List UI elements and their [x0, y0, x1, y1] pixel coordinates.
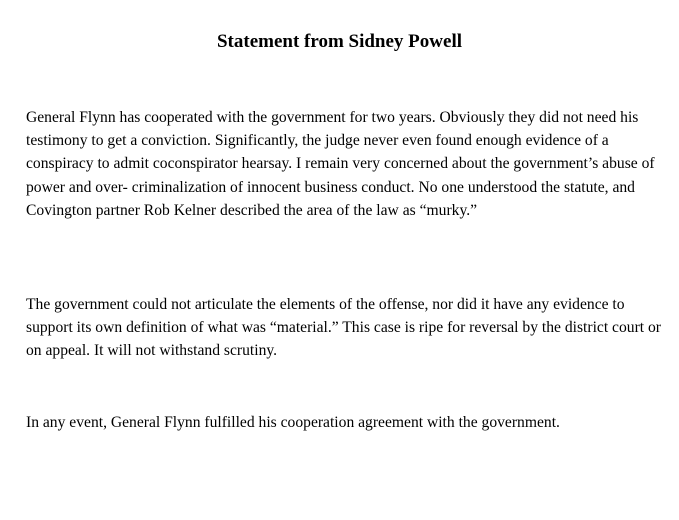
paragraph-1: General Flynn has cooperated with the government for two years. Obviously they did not need his testimony to get a conviction. Significantly, the judge never even found enough evidence of a conspiracy to admit coconspirator hearsay. I remain very concerned about the government’s abuse of power and over- criminalization of innocent business conduct. No one understood the statute, and Covington partner Rob Kelner described the area of the law as “murky.” [26, 109, 655, 219]
document-title: Statement from Sidney Powell [216, 31, 463, 52]
paragraph-2: The government could not articulate the elements of the offense, nor did it have any evidence to support its own definition of what was “material.” This case is ripe for reversal by the district court or on appeal. It will not withstand scrutiny. [26, 296, 661, 360]
paragraph-3: In any event, General Flynn fulfilled his cooperation agreement with the government. [26, 414, 560, 431]
